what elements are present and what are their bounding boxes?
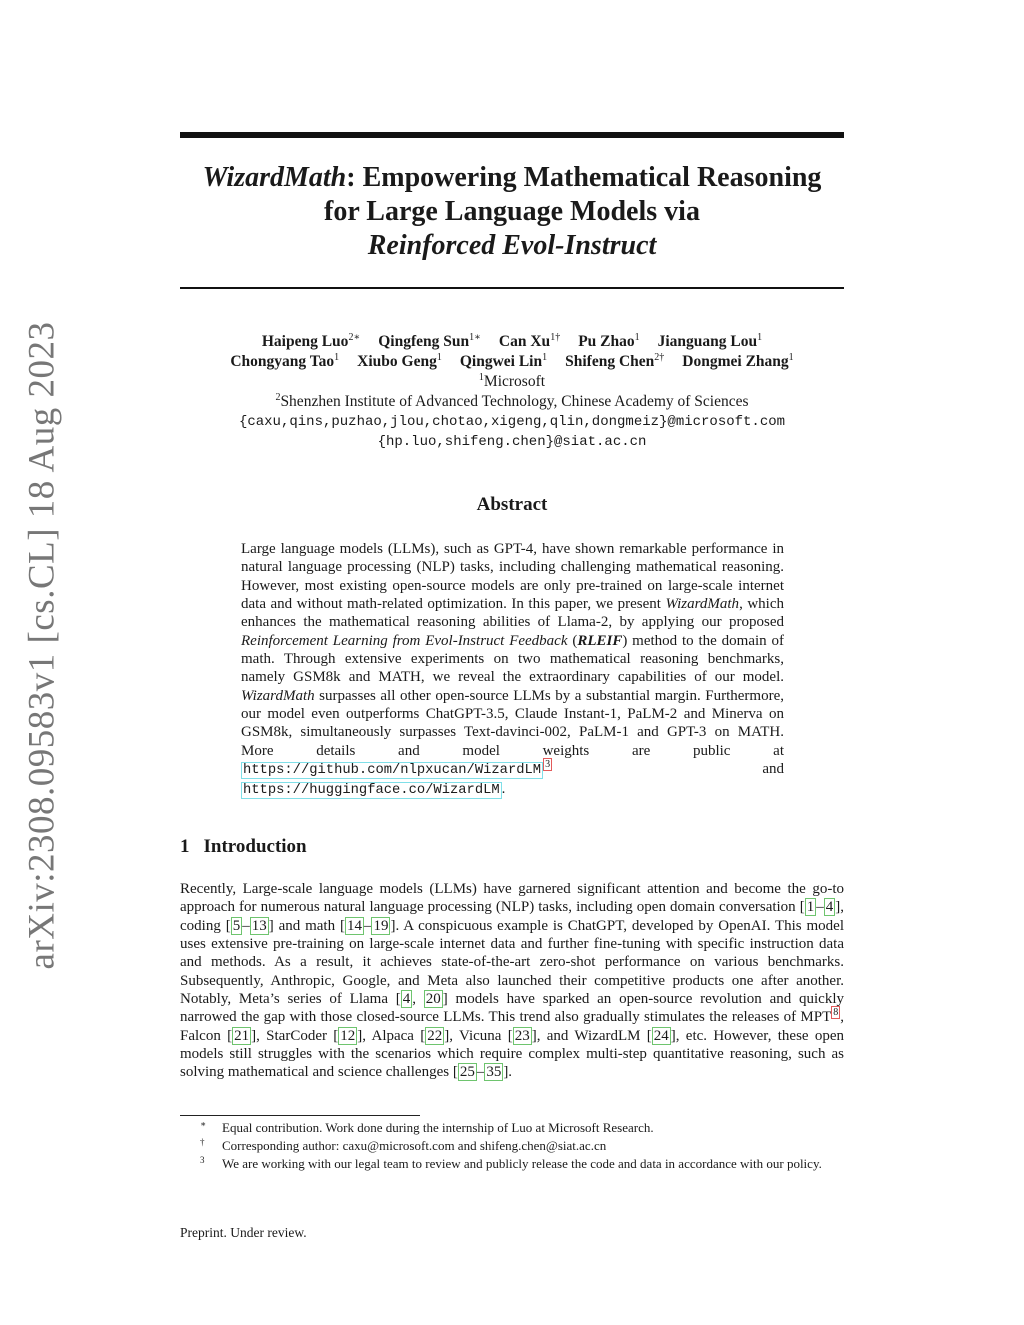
- citation-link[interactable]: 23: [514, 1027, 530, 1044]
- citation-link[interactable]: 35: [486, 1064, 502, 1081]
- footnote-equal-contribution: ∗ Equal contribution. Work done during the internship of Luo at Microsoft Research.: [200, 1119, 654, 1135]
- title-line-3: Reinforced Evol-Instruct: [367, 230, 657, 261]
- author-row-1: [140, 332, 884, 352]
- arxiv-stamp-text: arXiv:2308.09583v1 [cs.CL] 18 Aug 2023: [21, 321, 63, 969]
- title-line-1: WizardMath: Empowering Mathematical Reasoning: [202, 162, 822, 193]
- citation-link[interactable]: 20: [425, 991, 441, 1008]
- affiliation-siat: $^2$Shenzhen Institute of Advanced Technology, Chinese Academy of Sciences: [275, 392, 749, 410]
- citation-link[interactable]: 25: [459, 1064, 475, 1081]
- footnote-corresponding-author: † Corresponding author: caxu@microsoft.com and shifeng.chen@siat.ac.cn: [200, 1137, 607, 1153]
- citation-link[interactable]: 4: [825, 899, 834, 916]
- preprint-notice: Preprint. Under review.: [180, 1225, 307, 1240]
- citation-link[interactable]: 13: [251, 917, 267, 934]
- footnote-release-policy: 3 We are working with our legal team to review and publicly release the code and data in accordance with our policy.: [200, 1155, 822, 1171]
- title-bottom-rule: [180, 287, 844, 289]
- author-row-2: [140, 352, 884, 372]
- citation-link[interactable]: 12: [340, 1027, 356, 1044]
- arxiv-identifier-stamp: [12, 321, 72, 969]
- citation-link[interactable]: 21: [234, 1027, 250, 1044]
- author: Qingwei Lin$^1$: [459, 352, 548, 370]
- title-top-rule: [180, 132, 844, 138]
- author: Xiubo Geng$^1$: [357, 352, 442, 370]
- author: Dongmei Zhang$^1$: [682, 352, 794, 370]
- introduction-paragraph: Recently, Large-scale language models (LLMs) have garnered significant attention and become the go-to approach for numerous natural language processing (NLP) tasks, including open domain conversation [ 1 – 4 ], coding [ 5 – 13 ] and math [ 14 – 19 ]. A conspicuous example is ChatGPT, developed by OpenAI. This model uses extensive pre-training on large-scale internet data and further fine-tuning with specific instruction data and methods. As a result, it achieves state-of-the-art zero-shot performance on various benchmarks. Subsequently, Anthropic, Google, and Meta also launched their competitive products one after another. Notably, Meta’s series of Llama [ 4 , 20 ] models have sparked an open-source revolution and quickly narrowed the gap with those closed-source LLMs. This trend also gradually stimulates the releases of MPT $^8$ , Falcon [ 21 ], StarCoder [ 12 ], Alpaca [ 22 ], Vicuna [ 23 ], and WizardLM [ 24 ], etc. However, these open models still struggles with the scenarios which require complex multi-step quantitative reasoning, such as solving mathematical and science challenges [ 25 – 35 ].: [180, 881, 845, 1081]
- author: Haipeng Luo$^{2∗}$: [261, 332, 361, 350]
- section-introduction-heading: 1 Introduction: [180, 836, 307, 857]
- citation-link[interactable]: 24: [653, 1027, 669, 1044]
- author: Pu Zhao$^1$: [578, 332, 640, 350]
- citation-link[interactable]: 14: [346, 917, 362, 934]
- abstract-text: Large language models (LLMs), such as GPT-4, have shown remarkable performance in natural language processing (NLP) tasks, including challenging mathematical reasoning. However, most existing open-source models are only pre-trained on large-scale internet data and without math-related optimization. In this paper, we present WizardMath, which enhances the mathematical reasoning abilities of Llama-2, by applying our proposed Reinforcement Learning from Evol-Instruct Feedback (RLEIF) method to the domain of math. Through extensive experiments on two mathematical reasoning benchmarks, namely GSM8k and MATH, we reveal the extraordinary capabilities of our model. WizardMath surpasses all other open-source LLMs by a substantial margin. Furthermore, our model even outperforms ChatGPT-3.5, Claude Instant-1, PaLM-2 and Minerva on GSM8k, simultaneously surpasses Text-davinci-002, PaLM-1 and GPT-3 on MATH. More details and model weights are public at https://github.com/nlpxucan/WizardLM $^3$ and https://huggingface.co/WizardLM .: [241, 541, 784, 799]
- citation-link[interactable]: 19: [373, 917, 389, 934]
- abstract-heading: Abstract: [476, 494, 548, 515]
- footnote-divider: [180, 1115, 420, 1116]
- author: Can $Xu^{1\dagger}$: [498, 332, 561, 350]
- footnote-ref-8[interactable]: 8: [833, 1007, 839, 1019]
- citation-link[interactable]: 5: [232, 917, 241, 934]
- author: Jianguang Lou$^1$: [657, 332, 763, 350]
- author: Chongyang Tao$^1$: [230, 352, 340, 370]
- citation-link[interactable]: 22: [427, 1027, 443, 1044]
- author: Qingfeng Sun$^{1∗}$: [378, 332, 481, 350]
- footnote-ref-3[interactable]: 3: [545, 759, 551, 771]
- title-wizardmath: WizardMath: [202, 162, 347, 193]
- citation-link[interactable]: 4: [402, 991, 411, 1008]
- title-line-2: for Large Language Models via: [324, 196, 700, 227]
- email-siat: {hp.luo,shifeng.chen}@siat.ac.cn: [377, 434, 647, 450]
- footnotes: [180, 1119, 844, 1173]
- huggingface-link[interactable]: https://huggingface.co/WizardLM: [243, 783, 500, 799]
- author-block: [140, 332, 884, 452]
- github-link[interactable]: https://github.com/nlpxucan/WizardLM: [243, 763, 542, 779]
- paper-title: [180, 161, 844, 263]
- email-microsoft: {caxu,qins,puzhao,jlou,chotao,xigeng,qlin,dongmeiz}@microsoft.com: [238, 414, 786, 430]
- affiliation-microsoft: $^1$Microsoft: [478, 372, 546, 390]
- author: Shifeng Chen$^{2\dagger}$: [565, 352, 665, 370]
- citation-link[interactable]: 1: [806, 899, 815, 916]
